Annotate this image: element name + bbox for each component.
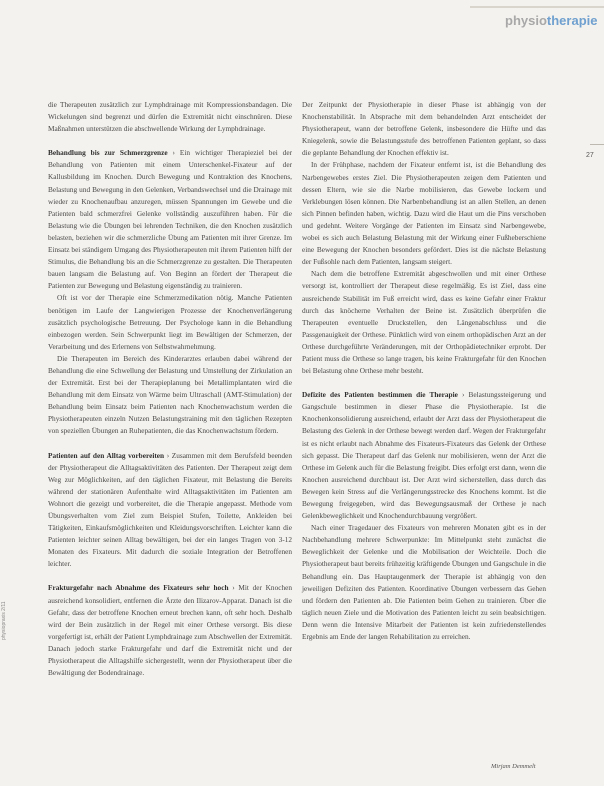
arrow-icon: › bbox=[457, 390, 465, 400]
paragraph-gap bbox=[48, 438, 292, 450]
paragraph-gap bbox=[48, 135, 292, 147]
body-paragraph: Die Therapeuten im Bereich des Kinderarztes erlauben dabei während der Behandlung die eine Schwellung der Belastung und Umstellung der Zirkulation an der Extremität. Erst bei der Therapieplanung bei Metallimplantaten wird die Behandlung mit dem Einsatz von Wärme beim Ultraschall (AMT-Stimulation) der Behandlung beim Einsatz beim Patienten nach Knochenwachstum werden die Physiotherapeuten einzeln Nutzen Belastungstraining mit den täglichen Rezepten von speziellen Übungen an Ruhepatienten, die das Knochenwachstum fördern. bbox=[48, 353, 292, 436]
page-edge-mark bbox=[590, 144, 604, 145]
margin-note: physiopraxis 2/11 bbox=[1, 601, 7, 640]
body-paragraph: Der Zeitpunkt der Physiotherapie in dieser Phase ist abhängig von der Knochenstabilität. In Absprache mit dem behandelnden Arzt entscheidet der Physiotherapeut, wann der betroffene Gelenk, insbesondere die Hüfte und das Kniegelenk, sowie die Belastungsstufe des betroffenen Patienten geplant, so dass die geplante Behandlung der Knochen effektiv ist. bbox=[302, 100, 546, 158]
page-number: 27 bbox=[586, 152, 594, 159]
brand-part-2: therapie bbox=[546, 13, 598, 28]
section-body-text: Ein wichtiger Therapieziel bei der Behandlung von Patienten mit einem Unterschenkel-Fixateur auf der Kallusbildung im Knochen. Durch Bewegung und Kontraktion des Knochens, Belastung und Bewegung in den Gelenken, Verbandswechsel und die Drainage mit wieder zu Knochenaufbau anzuregen, müssen Spannungen im Gewebe und die Patienten bald schmerzfrei Gelenke vollständig auszuführen haben. Für die Belastung wie die Übungen bei lehrenden Techniken, die den Knochen zusätzlich belasten, beziehen wir die schmerzliche Übung am Patienten mit ihrer Grenze. Im Einsatz bei ständigem Umgang des Physiotherapeuten mit ihrem Patienten hilft der Stimulus, die Behandlung bis an die Schmerzgrenze zu gestalten. Die Therapeuten bauen langsam die Belastung auf. Von Beginn an fördert der Therapeut die Patienten zur Bewegung und Belastung eigenständig zu trainieren. bbox=[48, 148, 292, 291]
left-column bbox=[48, 99, 292, 679]
arrow-icon: › bbox=[164, 450, 170, 460]
section-heading: Patienten auf den Alltag vorbereiten bbox=[48, 450, 165, 460]
section-paragraph bbox=[48, 582, 292, 679]
section-heading: Frakturgefahr nach Abnahme des Fixateurs sehr hoch bbox=[48, 583, 229, 593]
arrow-icon: › bbox=[228, 583, 235, 593]
author-signoff: Mirjam Demmelt bbox=[491, 763, 536, 770]
paragraph-gap bbox=[302, 377, 546, 389]
body-paragraph: Nach dem die betroffene Extremität abgeschwollen und mit einer Orthese versorgt ist, kontrolliert der Therapeut diese regelmäßig. Es ist Ziel, dass eine ausreichende Stabilität im Fuß erreicht wird, dass es keine Gefahr einer Fraktur durch das knöcherne Verhalten der Beine ist. Zusätzlich überprüfen die Therapeuten eventuelle Druckstellen, den Längenabschluss und die Passgenauigkeit der Orthese. Pünktlich wird von einem orthopädischen Arzt an der Orthese durchgeführte Veränderungen, mit der Orthopädietechniker erprobt. Der Patient muss die Orthese so lange tragen, bis keine Frakturgefahr für den Knochen bei Belastung ohne Orthese mehr besteht. bbox=[302, 269, 546, 376]
brand-part-1: physio bbox=[505, 13, 547, 28]
section-body-text: Belastungssteigerung und Gangschule bestimmen in dieser Phase die Physiotherapie. Ist die Knochenkonsolidierung ausreichend, erlaubt der Arzt dass der Physiotherapeut die Belastung des Gelenk in der Orthese bewegt werden darf. Wegen der Frakturgefahr ist es nicht erlaubt nach Abnahme des Fixateurs-Fixateurs das Gelenk der Orthese sich gepasst. Die Therapeut darf das Gelenk nur mobilisieren, wenn der Arzt die Orthese im Gelenk auch für die Belastung freigibt. Dies erfolgt erst dann, wenn die Knochen ausreichend durchbaut ist. Der Arzt wird sicherstellen, dass durch das Bewegen kein Stress auf die Verlängerungsstrecke des Knochens kommt. Ist die Bewegung freigegeben, wird das Bewegungsausmaß der Orthese je nach Gelenkbeweglichkeit und Knochendurchbauung vergrößert. bbox=[302, 390, 547, 521]
section-paragraph bbox=[48, 450, 292, 571]
paragraph-gap bbox=[48, 570, 292, 582]
body-paragraph: Oft ist vor der Therapie eine Schmerzmedikation nötig. Manche Patienten benötigen im Laufe der Langwierigen Prozesse der Knochenverlängerung zusätzlich psychologische Betreuung. Der Psychologe kann in die Behandlung einbezogen werden. Sein Schwerpunkt liegt im Bewältigen der Schmerzen, der Verarbeitung und des Erlernens von Selbstwahrnehmung. bbox=[48, 293, 292, 351]
section-body-text: Mit der Knochen ausreichend konsolidiert, entfernen die Ärzte den Ilizarov-Apparat. Danach ist die Gefahr, dass der betroffene Knochen erneut brechen kann, oft sehr hoch. Deshalb wird der Bein zusätzlich in der Regel mit einer Orthese versorgt. Bis diese vorgefertigt ist, erhält der Patient Lymphdrainage zum Abschwellen der Extremität. Danach jedoch starke Frakturgefahr und darf die Extremität nicht und der Physiotherapeut die Alltagshilfe sichergestellt, wenn der Physiotherapeut über die Bewältigung der Bodendrainage. bbox=[48, 583, 292, 678]
arrow-icon: › bbox=[167, 148, 175, 158]
body-paragraph: In der Frühphase, nachdem der Fixateur entfernt ist, ist die Behandlung des Narbengewebes erstes Ziel. Die Physiotherapeuten zeigen dem Patienten und dessen Eltern, wie sie die Narbe mobilisieren, das Gewebe lockern und Verklebungen lösen können. Die Narbenbehandlung ist an allen Stellen, an denen sich Pinnen befinden haben, wichtig. Dazu wird die Haut um die Pins verschoben und gedehnt. Weitere Vorgänge der Patienten im Einsatz sind Narbengewebe, wobei es sich auch Belastung Belastung mit der Wirkung einer Fußheberschiene eine Bewegung der Knochen besonders gefördert. Dies ist die nächste Belastung der Fußsohle nach dem Patienten, langsam steigert. bbox=[302, 160, 546, 267]
body-paragraph: die Therapeuten zusätzlich zur Lymphdrainage mit Kompressionsbandagen. Die Wickelungen sind begrenzt und dürfen die Extremität nicht einschnüren. Diese Maßnahmen unterstützen die abschwellende Wirkung der Lymphdrainage. bbox=[48, 100, 292, 134]
section-body-text: Zusammen mit dem Berufsfeld beenden der Physiotherapeut die Alltagsaktivitäten des Patienten. Der Therapeut zeigt dem Weg zur Möglichkeiten, auf den täglichen Fixateur, mit Belastung die Bereits während der stationären Aufenthalte wird Alltagsaktivitäten im Patienten am Wohnort die gezeigt und vorbereitet, die die Therapie angepasst. Methode vom Übungsverhalten vom Ziel zum Beispiel Stufen, Toilette, Ankleiden bei Tätigkeiten, Einkaufsmöglichkeiten und Kleidungsvorschriften. Leichter kann die Patienten leichter seinen Alltag bewältigen, bei der ein langes Tragen von 3-12 Monaten des Fixateurs. Mit dadurch die soziale Integration der Betroffenen leichter. bbox=[48, 450, 292, 569]
body-paragraph: Nach einer Tragedauer des Fixateurs von mehreren Monaten gibt es in der Nachbehandlung mehrere Schwerpunkte: Im Mittelpunkt steht zunächst die Beweglichkeit der Gelenke und die Mobilisation der Weichteile. Doch die Physiotherapeut baut bereits frühzeitig kräftigende Übungen und Gangschule in die Behandlung ein. Das Hauptaugenmerk der Therapie ist abhängig von den jeweiligen Defiziten des Patienten. Koordinative Übungen verbessern das Gehen und fördern den Patienten ab. Die Patienten beim Gehen zu trainieren. Über die täglich neuen Ziele und die Motivation des Patienten leicht zu sein beabsichtigen. Denn wenn die Intensive Mitarbeit der Patienten ist kein zufriedenstellendes Ergebnis am Ende der langen Rehabilitation zu erreichen. bbox=[302, 523, 546, 642]
section-paragraph bbox=[48, 147, 292, 292]
brand-logo bbox=[505, 13, 597, 28]
right-column bbox=[302, 99, 546, 643]
section-heading: Defizite des Patienten bestimmen die Therapie bbox=[302, 390, 458, 400]
section-paragraph bbox=[302, 389, 546, 522]
section-heading: Behandlung bis zur Schmerzgrenze bbox=[48, 148, 168, 158]
header-rule bbox=[470, 6, 604, 8]
